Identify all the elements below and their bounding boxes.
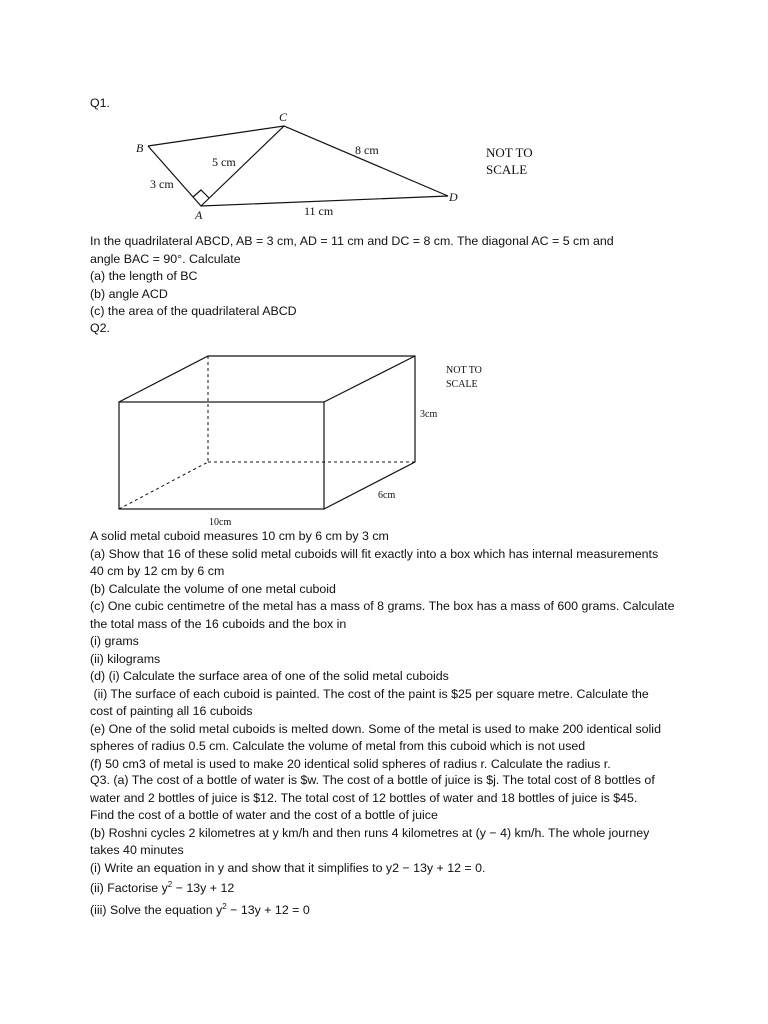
quad-outline <box>148 126 448 206</box>
q2-text-4: (b) Calculate the volume of one metal cuboid <box>90 581 336 596</box>
length-ab: 3 cm <box>150 177 174 191</box>
cuboid-depth-label: 6cm <box>378 490 396 501</box>
q2-text-10: (ii) The surface of each cuboid is painted. The cost of the paint is $25 per square metre. Calculate the <box>90 686 649 701</box>
q3-iii-exponent: 2 <box>222 902 227 911</box>
q2-text-5: (c) One cubic centimetre of the metal has a mass of 8 grams. The box has a mass of 600 grams. Calculate <box>90 599 675 613</box>
q2-text-12: (e) One of the solid metal cuboids is melted down. Some of the metal is used to make 200 identical solid <box>90 721 661 736</box>
right-angle-mark <box>193 190 209 198</box>
q3-text-3: Find the cost of a bottle of water and the cost of a bottle of juice <box>90 808 438 822</box>
q2-text-1: A solid metal cuboid measures 10 cm by 6 cm by 3 cm <box>90 529 389 543</box>
q2-text-6: the total mass of the 16 cuboids and the box in <box>90 616 347 631</box>
q3-ii-exponent: 2 <box>167 880 173 889</box>
q1-text-4: (b) angle ACD <box>90 286 168 301</box>
q3-text-5: takes 40 minutes <box>90 843 184 857</box>
vertex-d: D <box>449 190 458 204</box>
q3-text-2: water and 2 bottles of juice is $12. The total cost of 12 bottles of water and 18 bottles of juice is $45. <box>90 790 638 805</box>
cuboid-height-label: 3cm <box>420 409 438 420</box>
q3-text-6: (i) Write an equation in y and show that it simplifies to y2 − 13y + 12 = 0. <box>90 860 486 875</box>
length-cd: 8 cm <box>355 143 379 157</box>
cuboid-top-right-edge <box>324 356 415 402</box>
q2-text-8: (ii) kilograms <box>90 651 161 666</box>
cuboid-note-line1: NOT TO <box>446 365 482 376</box>
q2-label: Q2. <box>90 321 110 335</box>
q2-text-3: 40 cm by 12 cm by 6 cm <box>90 564 225 578</box>
q1-label: Q1. <box>90 96 110 110</box>
vertex-b: B <box>136 141 144 155</box>
q3-text-7 <box>90 880 690 898</box>
q2-text-2: (a) Show that 16 of these solid metal cuboids will fit exactly into a box which has internal measurements <box>90 546 659 561</box>
q3-iii-suffix: − 13y + 12 = 0 <box>226 903 310 917</box>
length-ad: 11 cm <box>304 204 334 218</box>
not-to-scale-line1: NOT TO <box>486 145 533 160</box>
quadrilateral-figure <box>120 105 560 230</box>
not-to-scale-line2: SCALE <box>486 162 528 177</box>
q1-text-3: (a) the length of BC <box>90 269 198 283</box>
q2-text-9: (d) (i) Calculate the surface area of one of the solid metal cuboids <box>90 669 449 683</box>
q2-text-7: (i) grams <box>90 634 139 648</box>
cuboid-note-line2: SCALE <box>446 379 478 390</box>
q1-text-2: angle BAC = 90°. Calculate <box>90 251 241 266</box>
cuboid-front-face <box>119 402 324 509</box>
vertex-a: A <box>195 208 203 222</box>
q2-text-11: cost of painting all 16 cuboids <box>90 704 253 718</box>
q3-text-8 <box>90 902 690 920</box>
q2-text-13: spheres of radius 0.5 cm. Calculate the volume of metal from this cuboid which is not used <box>90 739 586 753</box>
cuboid-width-label: 10cm <box>209 517 232 528</box>
vertex-c: C <box>279 110 288 124</box>
q3-ii-suffix: − 13y + 12 <box>172 881 235 895</box>
q1-text-5: (c) the area of the quadrilateral ABCD <box>90 304 297 318</box>
cuboid-hidden-bottom-left <box>119 462 208 509</box>
q3-text-4: (b) Roshni cycles 2 kilometres at y km/h and then runs 4 kilometres at (y − 4) km/h. The whole journey <box>90 825 650 840</box>
q3-iii-prefix: (iii) Solve the equation y <box>90 903 223 917</box>
q1-text-1: In the quadrilateral ABCD, AB = 3 cm, AD = 11 cm and DC = 8 cm. The diagonal AC = 5 cm and <box>90 234 614 248</box>
q3-ii-prefix: (ii) Factorise y <box>90 881 168 895</box>
length-ac: 5 cm <box>212 155 236 169</box>
q3-text-1: Q3. (a) The cost of a bottle of water is $w. The cost of a bottle of juice is $j. The total cost of 8 bottles of <box>90 773 655 787</box>
q2-text-14: (f) 50 cm3 of metal is used to make 20 identical solid spheres of radius r. Calculate the radius r. <box>90 756 611 771</box>
cuboid-figure <box>105 345 505 530</box>
